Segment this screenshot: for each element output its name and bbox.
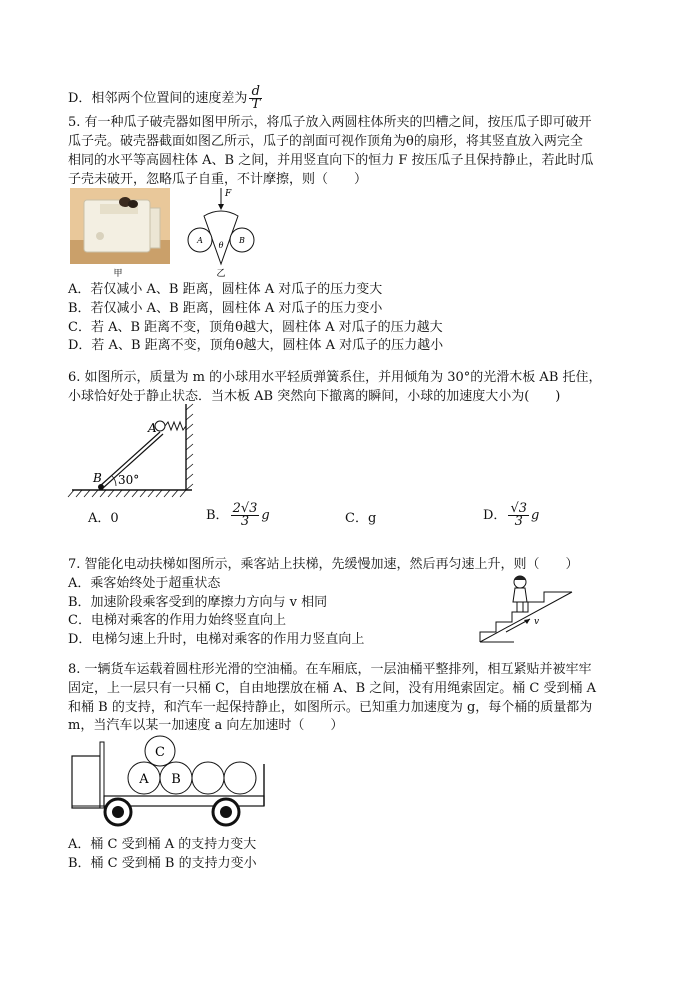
- q5-figure-yi-diagram: [186, 186, 256, 278]
- q7-escalator-diagram: [478, 572, 574, 646]
- q5-label-A: A: [197, 236, 203, 245]
- q8-stem-line1: 8. 一辆货车运载着圆柱形光滑的空油桶。在车厢底，一层油桶平整排列，相互紧贴并被牢牢: [68, 662, 592, 677]
- q6-option-b-g: g: [261, 508, 270, 523]
- q7-label-v: v: [534, 617, 540, 627]
- q8-label-B: B: [171, 772, 181, 787]
- q4-option-d: [68, 86, 264, 111]
- q4-option-d-text: D．相邻两个位置间的速度差为: [68, 91, 248, 106]
- q8-stem-line4: m，当汽车以某一加速度 a 向左加速时（ ）: [68, 718, 344, 733]
- q8-stem-line3: 和桶 B 的支持，和汽车一起保持静止，如图所示。已知重力加速度为 g，每个桶的质量都为: [68, 700, 593, 715]
- q6-option-b-den: 3: [240, 514, 250, 529]
- q8-truck-diagram: [70, 734, 270, 830]
- q5-figure-jia-photo: [70, 188, 170, 278]
- q6-option-d-g: g: [531, 508, 540, 523]
- q6-label-A: A: [148, 421, 157, 435]
- q5-stem-line3: 相同的水平等高圆柱体 A、B 之间，并用竖直向下的恒力 F 按压瓜子且保持静止，若此时瓜: [68, 153, 594, 168]
- q6-stem-line2: 小球恰好处于静止状态．当木板 AB 突然向下撤离的瞬间，小球的加速度大小为( ): [68, 389, 561, 404]
- q7-stem: 7. 智能化电动扶梯如图所示，乘客站上扶梯，先缓慢加速，然后再匀速上升，则（ ）: [68, 557, 579, 572]
- q8-option-b: B．桶 C 受到桶 B 的支持力变小: [68, 856, 257, 871]
- q6-incline-diagram: [68, 402, 198, 498]
- q8-label-C: C: [155, 745, 165, 760]
- q8-option-a: A．桶 C 受到桶 A 的支持力变大: [68, 837, 257, 852]
- q6-option-c: C．g: [345, 511, 377, 526]
- q5-label-B: B: [239, 236, 245, 245]
- q5-stem-line2: 瓜子壳。破壳器截面如图乙所示，瓜子的剖面可视作顶角为θ的扇形，将其竖直放入两完全: [68, 134, 583, 149]
- q6-option-b-prefix: B．: [206, 508, 229, 523]
- q5-fig-yi-label: 乙: [216, 269, 226, 279]
- q5-option-a: A．若仅减小 A、B 距离，圆柱体 A 对瓜子的压力变大: [68, 282, 383, 297]
- q7-option-d: D．电梯匀速上升时，电梯对乘客的作用力竖直向上: [68, 632, 365, 647]
- q6-label-B: B: [93, 471, 102, 485]
- q6-option-d-prefix: D．: [483, 508, 507, 523]
- q6-option-d-fraction: [508, 503, 529, 528]
- q5-label-theta: θ: [218, 241, 224, 250]
- q5-option-c: C．若 A、B 距离不变，顶角θ越大，圆柱体 A 对瓜子的压力越大: [68, 320, 443, 335]
- q7-passenger-icon: [513, 576, 527, 612]
- q5-stem-line4: 子壳未破开，忽略瓜子自重，不计摩擦，则（ ）: [68, 172, 368, 187]
- q6-option-b-num: 2√3: [232, 501, 258, 516]
- q6-option-a: A．0: [88, 511, 119, 526]
- q5-option-b: B．若仅减小 A、B 距离，圆柱体 A 对瓜子的压力变小: [68, 301, 383, 316]
- q6-option-d-num: √3: [510, 501, 527, 516]
- q5-fig-jia-label: 甲: [113, 269, 123, 279]
- q8-label-A: A: [139, 772, 149, 787]
- q4-frac-num: d: [249, 86, 262, 99]
- q4-frac-den: T: [251, 97, 261, 112]
- q5-label-F: F: [225, 189, 232, 199]
- q7-option-a: A．乘客始终处于超重状态: [68, 576, 221, 591]
- q6-option-d-den: 3: [514, 514, 523, 529]
- q7-option-c: C．电梯对乘客的作用力始终竖直向上: [68, 613, 286, 628]
- q4-fraction: [249, 86, 262, 111]
- q8-stem-line2: 固定，上一层只有一只桶 C，自由地摆放在桶 A、B 之间，没有用绳索固定。桶 C 受到桶 A: [68, 681, 597, 696]
- q6-option-b: [206, 503, 270, 528]
- q7-option-b: B．加速阶段乘客受到的摩擦力方向与 v 相同: [68, 595, 328, 610]
- q6-option-d: [483, 503, 539, 528]
- q5-stem-line1: 5. 有一种瓜子破壳器如图甲所示，将瓜子放入两圆柱体所夹的凹槽之间，按压瓜子即可破开: [68, 115, 592, 130]
- q5-option-d: D．若 A、B 距离不变，顶角θ越大，圆柱体 A 对瓜子的压力越小: [68, 338, 444, 353]
- q6-option-b-fraction: [231, 503, 260, 528]
- q6-stem-line1: 6. 如图所示，质量为 m 的小球用水平轻质弹簧系住，并用倾角为 30°的光滑木板 AB 托住，: [68, 370, 602, 385]
- q6-label-angle: 30°: [118, 473, 140, 487]
